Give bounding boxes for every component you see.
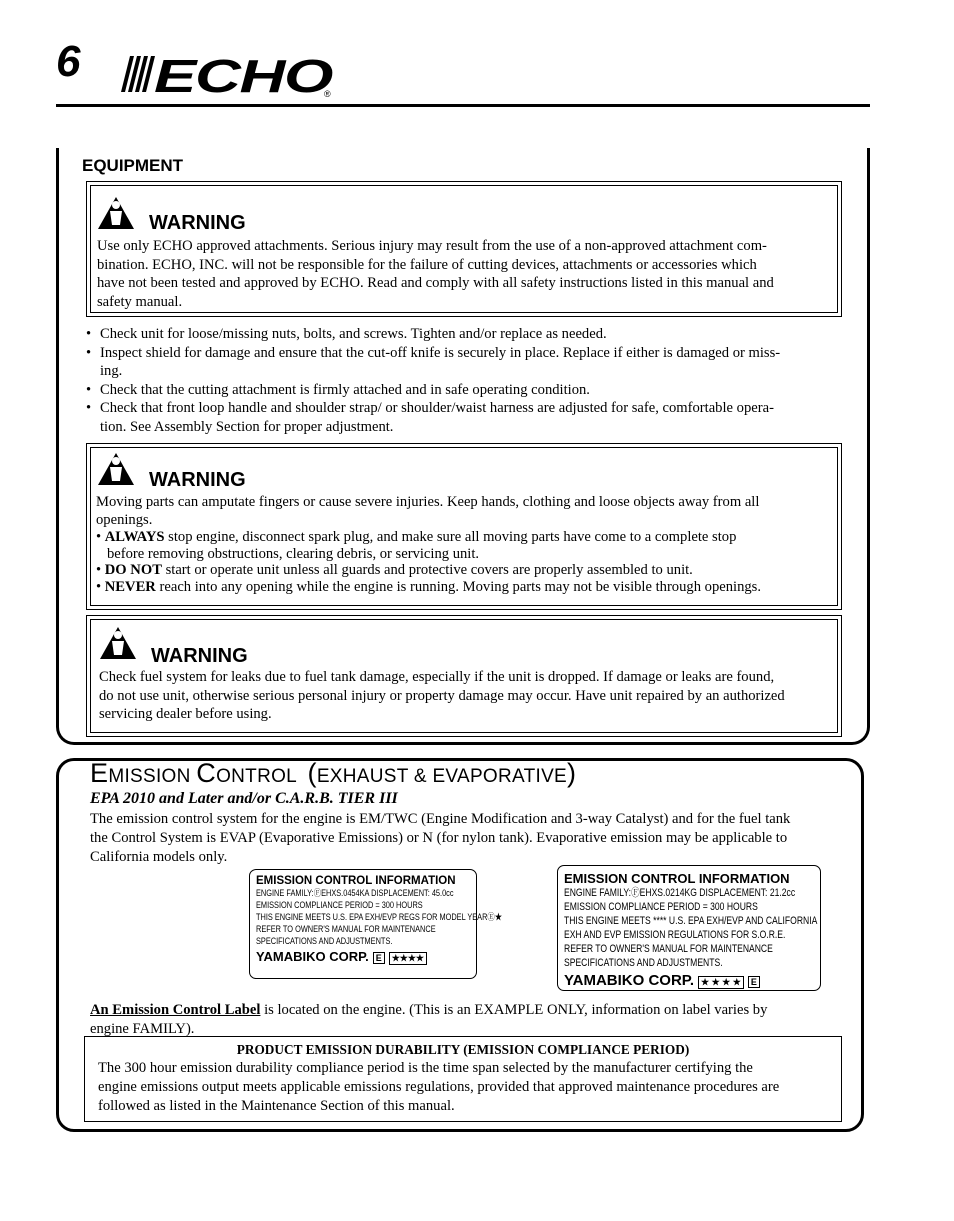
durability-title: PRODUCT EMISSION DURABILITY (EMISSION COMPLIANCE PERIOD)	[236, 1042, 690, 1057]
warning-box-fuel-leaks	[86, 615, 842, 737]
emission-label-example-1: EMISSION CONTROL INFORMATION ENGINE FAMILY:ⒻEHXS.0454KA DISPLACEMENT: 45.0cc EMISSION COMPLIANCE PERIOD = 300 HOURS THIS ENGINE MEETS U.S. EPA EXH/EVP REGS FOR MODEL YEARⒺ★ REFER TO OWNER'S MANUAL FOR MAINTENANCE SPECIFICATIONS AND ADJUSTMENTS. YAMABIKO CORP. E ★★★★	[249, 869, 477, 979]
emission-label-note: An Emission Control Label is located on the engine. (This is an EXAMPLE ONLY, information on label varies by engine FAMILY).	[90, 1002, 768, 1037]
list-item: • Check that the cutting attachment is firmly attached and in safe operating condition.	[86, 381, 836, 400]
list-item: • Check that front loop handle and shoulder strap/ or shoulder/waist harness are adjusted for safe, comfortable opera- tion. See Assembly Section for proper adjustment.	[86, 399, 836, 436]
warning-title: WARNING	[149, 212, 246, 234]
warning-triangle-icon	[97, 452, 135, 486]
list-item: • DO NOT start or operate unit unless all guards and protective covers are properly assembled to unit.	[96, 562, 693, 578]
warning-text: Moving parts can amputate fingers or cause severe injuries. Keep hands, clothing and loose objects away from all openings. • ALWAYS stop engine, disconnect spark plug, and make sure all moving parts have come to a complete stop before removing obstructions, clearing debris, or servicing unit. • DO NOT start or operate unit unless all guards and protective covers are properly assembled to unit. • NEVER reach into any opening while the engine is running. Moving parts may not be visible through openings.	[96, 493, 826, 595]
warning-box-moving-parts	[86, 443, 842, 610]
emission-subtitle: EPA 2010 and Later and/or C.A.R.B. TIER III	[90, 790, 398, 807]
warning-text: Check fuel system for leaks due to fuel tank damage, especially if the unit is dropped. If damage or leaks are found, do not use unit, otherwise serious personal injury or property damage may occur. Have unit repaired by an authorized servicing dealer before using.	[99, 669, 785, 722]
echo-logo	[120, 52, 340, 98]
warning-triangle-icon	[99, 626, 137, 660]
warning-title: WARNING	[151, 645, 248, 667]
list-item: • Check unit for loose/missing nuts, bolts, and screws. Tighten and/or replace as needed.	[86, 325, 836, 344]
emission-label-example-2: EMISSION CONTROL INFORMATION ENGINE FAMILY:ⒻEHXS.0214KG DISPLACEMENT: 21.2cc EMISSION COMPLIANCE PERIOD = 300 HOURS THIS ENGINE MEETS **** U.S. EPA EXH/EVP AND CALIFORNIA EXH AND EVP EMISSION REGULATIONS FOR S.O.R.E. REFER TO OWNER'S MANUAL FOR MAINTENANCE SPECIFICATIONS AND ADJUSTMENTS. YAMABIKO CORP. ★ ★ ★ ★ E	[557, 865, 821, 991]
durability-text: The 300 hour emission durability compliance period is the time span selected by the manufacturer certifying the engine emissions output meets applicable emissions regulations, provided that approved maintenance procedures are followed as listed in the Maintenance Section of this manual.	[98, 1060, 780, 1114]
warning-text: Use only ECHO approved attachments. Serious injury may result from the use of a non-approved attachment com- bination. ECHO, INC. will not be responsible for the failure of cutting devices, attachments or accessories which have not been tested and approved by ECHO. Read and comply with all safety instructions listed in this manual and safety manual.	[97, 238, 774, 310]
equipment-title: EQUIPMENT	[82, 156, 184, 175]
svg-text:®: ®	[324, 89, 331, 98]
emission-body: The emission control system for the engine is EM/TWC (Engine Modification and 3-way Catalyst) and for the fuel tank the Control System is EVAP (Evaporative Emissions) or N (for nylon tank). Evaporative emission may be applicable to California models only.	[90, 811, 791, 865]
list-item: • ALWAYS stop engine, disconnect spark plug, and make sure all moving parts have come to a complete stop	[96, 529, 737, 545]
equipment-checklist	[86, 325, 836, 436]
list-item: • NEVER reach into any opening while the engine is running. Moving parts may not be visible through openings.	[96, 578, 761, 595]
warning-triangle-icon	[97, 196, 135, 230]
emission-title: EMISSION CONTROL (EXHAUST & EVAPORATIVE)	[90, 758, 577, 788]
warning-box-attachments	[86, 181, 842, 317]
page-number: 6	[56, 37, 81, 86]
warning-title: WARNING	[149, 469, 246, 491]
header-rule	[56, 104, 870, 107]
durability-box	[84, 1036, 842, 1122]
svg-text:ECHO: ECHO	[154, 52, 334, 98]
list-item: • Inspect shield for damage and ensure that the cut-off knife is securely in place. Replace if either is damaged or miss- ing.	[86, 344, 836, 381]
